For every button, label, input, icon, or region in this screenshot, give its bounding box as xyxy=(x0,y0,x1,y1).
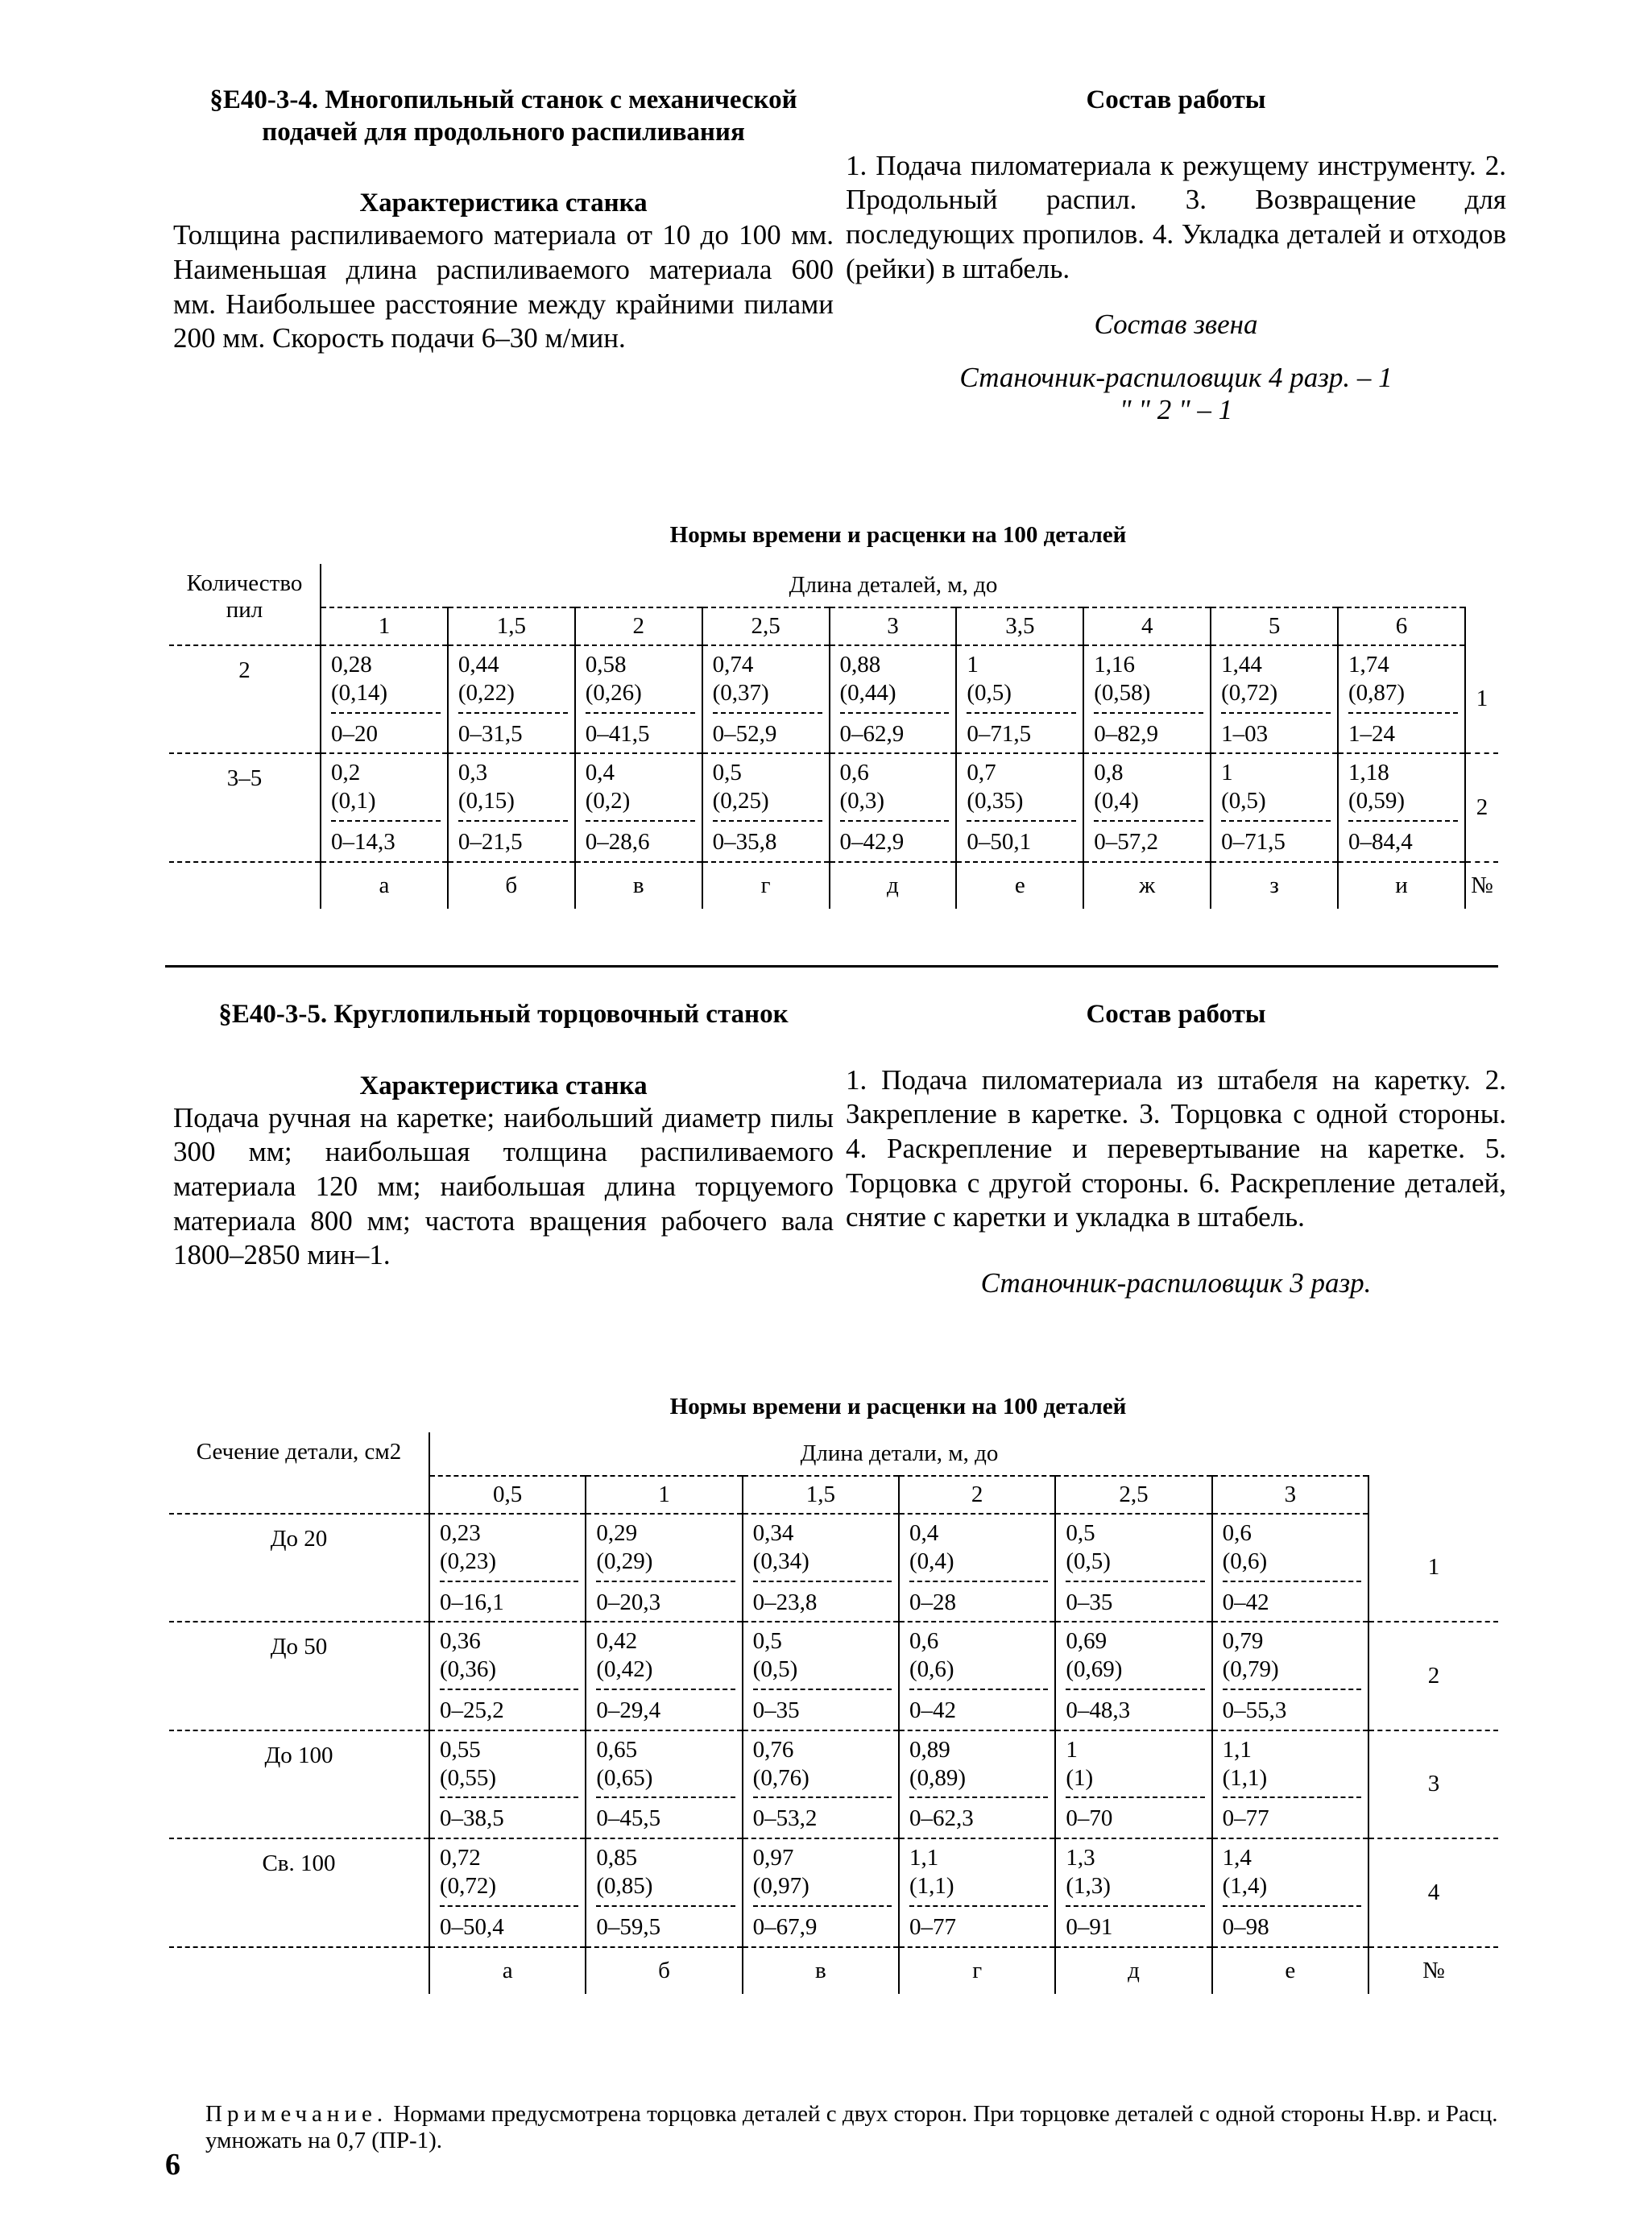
column-letter: а xyxy=(321,862,448,909)
time-norm: 0,5 xyxy=(1066,1520,1095,1546)
characteristics-text: Подача ручная на каретке; наибольший диаметр пилы 300 мм; наибольшая толщина распиливаемого материала 120 мм; наибольшая длина торцуемого материала 800 мм; частота вращения рабочего вала 1800–2850 мин–1. xyxy=(173,1101,834,1271)
column-letter: г xyxy=(899,1947,1055,1994)
time-norm-secondary: (0,79) xyxy=(1223,1656,1361,1690)
column-letter: е xyxy=(1212,1947,1368,1994)
crew-title: Состав звена xyxy=(1094,309,1258,341)
time-norm: 0,58 xyxy=(585,652,627,678)
table-cell xyxy=(1338,753,1465,861)
time-norm-secondary: (0,87) xyxy=(1348,679,1458,714)
table-body xyxy=(169,1514,1498,1947)
time-norm: 0,8 xyxy=(1094,760,1124,786)
time-norm-secondary: (0,15) xyxy=(458,787,568,822)
table-cell xyxy=(1211,753,1338,861)
time-norm-secondary: (1,1) xyxy=(1223,1764,1361,1799)
column-header: 1 xyxy=(321,607,448,645)
rate: 0–71,5 xyxy=(1221,828,1286,855)
column-header-row xyxy=(169,607,1498,645)
row-number: 1 xyxy=(1368,1514,1498,1622)
row-number: 2 xyxy=(1368,1622,1498,1730)
time-norm: 1 xyxy=(1066,1736,1078,1763)
column-header: 0,5 xyxy=(429,1476,586,1514)
table-cell xyxy=(956,645,1083,753)
table-cell xyxy=(1211,645,1338,753)
time-norm-secondary: (0,58) xyxy=(1094,679,1203,714)
time-norm: 0,89 xyxy=(909,1736,950,1763)
table-cell xyxy=(899,1514,1055,1622)
table-2-caption: Нормы времени и расценки на 100 деталей xyxy=(669,1394,1127,1419)
row-label: Св. 100 xyxy=(169,1838,429,1946)
rate: 1–03 xyxy=(1221,720,1269,747)
time-norm: 1,3 xyxy=(1066,1845,1095,1871)
norms-table-1 xyxy=(169,564,1498,909)
time-norm: 1 xyxy=(967,652,979,678)
rate: 0–62,9 xyxy=(839,720,905,747)
rate: 0–50,4 xyxy=(440,1913,504,1940)
table-cell xyxy=(586,1622,742,1730)
time-norm: 0,36 xyxy=(440,1628,481,1655)
time-norm: 0,7 xyxy=(967,760,996,786)
time-norm-secondary: (0,76) xyxy=(753,1764,892,1799)
time-norm-secondary: (0,44) xyxy=(840,679,950,714)
table-cell xyxy=(1083,753,1211,861)
table-cell xyxy=(1212,1622,1368,1730)
row-label: До 20 xyxy=(169,1514,429,1622)
time-norm-secondary: (0,85) xyxy=(596,1872,735,1907)
page-number: 6 xyxy=(165,2148,180,2182)
rate: 0–31,5 xyxy=(458,720,523,747)
crew-line-1: Станочник-распиловщик 4 разр. – 1 xyxy=(959,362,1393,394)
time-norm: 0,88 xyxy=(839,652,881,678)
rate: 0–41,5 xyxy=(585,720,650,747)
rate: 0–71,5 xyxy=(967,720,1032,747)
time-norm: 1,18 xyxy=(1348,760,1389,786)
table-cell xyxy=(1212,1514,1368,1622)
time-norm: 0,76 xyxy=(752,1736,794,1763)
table-cell xyxy=(586,1730,742,1838)
time-norm-secondary: (0,72) xyxy=(440,1872,578,1907)
rate: 0–50,1 xyxy=(967,828,1032,855)
column-letter: а xyxy=(429,1947,586,1994)
time-norm-secondary: (0,37) xyxy=(713,679,822,714)
span-header: Длина детали, м, до xyxy=(429,1432,1368,1476)
column-letter: и xyxy=(1338,862,1465,909)
table-cell xyxy=(448,645,575,753)
table-cell xyxy=(1055,1730,1211,1838)
column-header: 6 xyxy=(1338,607,1465,645)
rate: 0–55,3 xyxy=(1222,1697,1287,1723)
table-1-caption: Нормы времени и расценки на 100 деталей xyxy=(669,522,1127,548)
time-norm: 0,44 xyxy=(458,652,499,678)
column-header: 1,5 xyxy=(448,607,575,645)
time-norm-secondary: (0,6) xyxy=(909,1656,1048,1690)
time-norm: 0,5 xyxy=(752,1628,782,1655)
rate: 0–14,3 xyxy=(331,828,395,855)
time-norm: 0,28 xyxy=(331,652,372,678)
rate: 0–20,3 xyxy=(596,1589,661,1615)
work-title: Состав работы xyxy=(1086,85,1266,114)
table-cell xyxy=(575,645,702,753)
time-norm: 1,16 xyxy=(1094,652,1135,678)
time-norm-secondary: (0,22) xyxy=(458,679,568,714)
rate: 0–42,9 xyxy=(839,828,905,855)
time-norm: 1 xyxy=(1221,760,1233,786)
rate: 0–42 xyxy=(909,1697,956,1723)
column-letter: д xyxy=(830,862,957,909)
machine-description xyxy=(173,999,834,1299)
table-cell xyxy=(1212,1730,1368,1838)
time-norm: 0,55 xyxy=(440,1736,481,1763)
column-header: 2 xyxy=(575,607,702,645)
time-norm-secondary: (0,23) xyxy=(440,1548,578,1582)
time-norm: 0,85 xyxy=(596,1845,638,1871)
rate: 0–52,9 xyxy=(712,720,777,747)
time-norm-secondary: (1,1) xyxy=(909,1872,1048,1907)
time-norm-secondary: (1,4) xyxy=(1223,1872,1361,1907)
time-norm: 0,3 xyxy=(458,760,488,786)
letter-spacer xyxy=(169,862,321,909)
divider xyxy=(165,965,1498,968)
time-norm-secondary: (0,55) xyxy=(440,1764,578,1799)
row-label: До 100 xyxy=(169,1730,429,1838)
rate: 0–42 xyxy=(1222,1589,1269,1615)
table-cell xyxy=(575,753,702,861)
letter-row xyxy=(169,1947,1498,1994)
time-norm-secondary: (0,36) xyxy=(440,1656,578,1690)
table-cell xyxy=(1212,1838,1368,1946)
table-cell xyxy=(743,1622,899,1730)
table-cell xyxy=(899,1622,1055,1730)
table-cell xyxy=(956,753,1083,861)
rate: 0–29,4 xyxy=(596,1697,661,1723)
time-norm-secondary: (0,29) xyxy=(596,1548,735,1582)
note xyxy=(205,2101,1510,2155)
table-row xyxy=(169,1730,1498,1838)
rate: 0–20 xyxy=(331,720,378,747)
rate: 0–91 xyxy=(1066,1913,1113,1940)
section-e40-3-5 xyxy=(173,999,1506,1299)
time-norm: 1,1 xyxy=(909,1845,939,1871)
section-e40-3-4 xyxy=(173,85,1506,425)
time-norm-secondary: (0,5) xyxy=(1221,787,1331,822)
rate: 0–25,2 xyxy=(440,1697,504,1723)
column-header: 2,5 xyxy=(1055,1476,1211,1514)
rate: 0–84,4 xyxy=(1348,828,1413,855)
table-cell xyxy=(448,753,575,861)
time-norm-secondary: (0,1) xyxy=(331,787,441,822)
section-heading: §Е40-3-4. Многопильный станок с механической подачей для продольного распиливания xyxy=(209,85,797,147)
time-norm: 0,42 xyxy=(596,1628,638,1655)
work-text: 1. Подача пиломатериала к режущему инструменту. 2. Продольный распил. 3. Возвращение для последующих пропилов. 4. Укладка деталей и отходов (рейки) в штабель. xyxy=(846,149,1506,284)
rate: 0–28,6 xyxy=(585,828,650,855)
time-norm: 0,65 xyxy=(596,1736,638,1763)
time-norm-secondary: (0,6) xyxy=(1223,1548,1361,1582)
table-cell xyxy=(1055,1838,1211,1946)
rate: 0–77 xyxy=(909,1913,956,1940)
time-norm: 0,23 xyxy=(440,1520,481,1546)
work-composition xyxy=(846,85,1506,425)
rate: 0–35 xyxy=(1066,1589,1113,1615)
characteristics-title: Характеристика станка xyxy=(359,1071,648,1100)
rate: 0–45,5 xyxy=(596,1805,661,1832)
table-cell xyxy=(743,1730,899,1838)
number-label: № xyxy=(1422,1957,1445,1983)
number-label: № xyxy=(1471,872,1493,898)
column-header: 2,5 xyxy=(702,607,830,645)
row-number: 1 xyxy=(1465,645,1498,753)
row-header: Сечение детали, см2 xyxy=(169,1432,429,1514)
column-header: 1 xyxy=(586,1476,742,1514)
column-header: 4 xyxy=(1083,607,1211,645)
table-body xyxy=(169,645,1498,862)
table-cell xyxy=(899,1838,1055,1946)
table-cell xyxy=(702,645,830,753)
time-norm: 0,34 xyxy=(752,1520,794,1546)
time-norm-secondary: (1) xyxy=(1066,1764,1204,1799)
norms-table-2 xyxy=(169,1432,1498,1994)
characteristics-text: Толщина распиливаемого материала от 10 до 100 мм. Наименьшая длина распиливаемого материала 600 мм. Наибольшее расстояние между крайними пилами 200 мм. Скорость подачи 6–30 м/мин. xyxy=(173,219,834,354)
time-norm: 0,4 xyxy=(585,760,615,786)
time-norm-secondary: (0,69) xyxy=(1066,1656,1204,1690)
rate: 0–21,5 xyxy=(458,828,523,855)
column-header: 2 xyxy=(899,1476,1055,1514)
column-letter: е xyxy=(956,862,1083,909)
row-number: 3 xyxy=(1368,1730,1498,1838)
column-header: 3,5 xyxy=(956,607,1083,645)
rate: 0–59,5 xyxy=(596,1913,661,1940)
column-letter: в xyxy=(575,862,702,909)
rate: 0–53,2 xyxy=(752,1805,818,1832)
table-cell xyxy=(743,1838,899,1946)
time-norm-secondary: (0,42) xyxy=(596,1656,735,1690)
time-norm-secondary: (0,5) xyxy=(753,1656,892,1690)
row-number: 4 xyxy=(1368,1838,1498,1946)
table-cell xyxy=(586,1514,742,1622)
time-norm-secondary: (1,3) xyxy=(1066,1872,1204,1907)
table-cell xyxy=(429,1838,586,1946)
time-norm-secondary: (0,72) xyxy=(1221,679,1331,714)
time-norm: 0,6 xyxy=(909,1628,939,1655)
time-norm-secondary: (0,5) xyxy=(1066,1548,1204,1582)
rate: 1–24 xyxy=(1348,720,1395,747)
time-norm-secondary: (0,14) xyxy=(331,679,441,714)
characteristics-title: Характеристика станка xyxy=(359,189,648,218)
table-cell xyxy=(1338,645,1465,753)
table-row xyxy=(169,1514,1498,1622)
rate: 0–48,3 xyxy=(1066,1697,1131,1723)
column-letter: б xyxy=(448,862,575,909)
rate: 0–23,8 xyxy=(752,1589,818,1615)
column-header: 3 xyxy=(830,607,957,645)
rate: 0–98 xyxy=(1222,1913,1269,1940)
rate: 0–16,1 xyxy=(440,1589,504,1615)
section-heading: §Е40-3-5. Круглопильный торцовочный станок xyxy=(218,1000,789,1029)
time-norm: 0,6 xyxy=(839,760,869,786)
column-header: 3 xyxy=(1212,1476,1368,1514)
table-cell xyxy=(830,645,957,753)
table-cell xyxy=(586,1838,742,1946)
column-letter: з xyxy=(1211,862,1338,909)
crew-line: Станочник-распиловщик 3 разр. xyxy=(980,1267,1372,1299)
rate: 0–70 xyxy=(1066,1805,1113,1832)
crew-list xyxy=(846,362,1506,425)
table-cell xyxy=(1055,1622,1211,1730)
row-header: Количество пил xyxy=(169,564,321,645)
table-cell xyxy=(429,1730,586,1838)
rate: 0–82,9 xyxy=(1094,720,1158,747)
time-norm-secondary: (0,97) xyxy=(753,1872,892,1907)
table-cell xyxy=(1083,645,1211,753)
table-cell xyxy=(429,1514,586,1622)
table-row xyxy=(169,753,1498,861)
column-letter: в xyxy=(743,1947,899,1994)
rate: 0–67,9 xyxy=(752,1913,818,1940)
time-norm: 1,74 xyxy=(1348,652,1389,678)
table-row xyxy=(169,1622,1498,1730)
row-number: 2 xyxy=(1465,753,1498,861)
work-text: 1. Подача пиломатериала из штабеля на каретку. 2. Закрепление в каретке. 3. Торцовка с одной стороны. 4. Раскрепление и перевертывание на каретке. 5. Торцовка с другой стороны. 6. Раскрепление деталей, снятие с каретки и укладка в штабель. xyxy=(846,1063,1506,1233)
time-norm-secondary: (0,89) xyxy=(909,1764,1048,1799)
span-header: Длина деталей, м, до xyxy=(321,564,1465,607)
table-cell xyxy=(429,1622,586,1730)
column-letter: д xyxy=(1055,1947,1211,1994)
letter-row xyxy=(169,862,1498,909)
time-norm: 0,72 xyxy=(440,1845,481,1871)
time-norm: 0,79 xyxy=(1222,1628,1264,1655)
time-norm-secondary: (0,65) xyxy=(596,1764,735,1799)
time-norm-secondary: (0,4) xyxy=(1094,787,1203,822)
letter-spacer xyxy=(169,1947,429,1994)
row-label: 3–5 xyxy=(169,753,321,861)
column-header: 5 xyxy=(1211,607,1338,645)
time-norm-secondary: (0,4) xyxy=(909,1548,1048,1582)
table-cell xyxy=(321,753,448,861)
note-label: Примечание. xyxy=(205,2101,388,2127)
column-header: 1,5 xyxy=(743,1476,899,1514)
time-norm: 0,6 xyxy=(1222,1520,1252,1546)
table-cell xyxy=(899,1730,1055,1838)
table-row xyxy=(169,645,1498,753)
note-text: Нормами предусмотрена торцовка деталей с двух сторон. При торцовке деталей с одной стороны Н.вр. и Расц. умножать на 0,7 (ПР-1). xyxy=(205,2101,1498,2154)
table-cell xyxy=(743,1514,899,1622)
time-norm: 0,4 xyxy=(909,1520,939,1546)
row-label: До 50 xyxy=(169,1622,429,1730)
time-norm-secondary: (0,59) xyxy=(1348,787,1458,822)
column-letter: ж xyxy=(1083,862,1211,909)
work-title: Состав работы xyxy=(1086,1000,1266,1029)
table-cell xyxy=(830,753,957,861)
rate: 0–57,2 xyxy=(1094,828,1158,855)
rate: 0–62,3 xyxy=(909,1805,974,1832)
time-norm-secondary: (0,3) xyxy=(840,787,950,822)
time-norm-secondary: (0,26) xyxy=(586,679,695,714)
time-norm: 0,2 xyxy=(331,760,361,786)
time-norm: 0,69 xyxy=(1066,1628,1108,1655)
time-norm: 0,74 xyxy=(712,652,754,678)
time-norm-secondary: (0,5) xyxy=(967,679,1076,714)
row-label: 2 xyxy=(169,645,321,753)
column-letter: г xyxy=(702,862,830,909)
time-norm-secondary: (0,34) xyxy=(753,1548,892,1582)
time-norm: 1,44 xyxy=(1221,652,1262,678)
time-norm: 1,1 xyxy=(1222,1736,1252,1763)
time-norm: 0,97 xyxy=(752,1845,794,1871)
time-norm-secondary: (0,2) xyxy=(586,787,695,822)
table-cell xyxy=(321,645,448,753)
table-row xyxy=(169,1838,1498,1946)
column-letter: б xyxy=(586,1947,742,1994)
rate: 0–38,5 xyxy=(440,1805,504,1832)
machine-description xyxy=(173,85,834,425)
time-norm: 0,29 xyxy=(596,1520,638,1546)
rate: 0–28 xyxy=(909,1589,956,1615)
time-norm: 1,4 xyxy=(1222,1845,1252,1871)
time-norm: 0,5 xyxy=(712,760,742,786)
crew-line-2: " " 2 " – 1 xyxy=(1119,393,1233,425)
time-norm-secondary: (0,25) xyxy=(713,787,822,822)
table-cell xyxy=(1055,1514,1211,1622)
table-cell xyxy=(702,753,830,861)
rate: 0–35,8 xyxy=(712,828,777,855)
work-composition xyxy=(846,999,1506,1299)
rate: 0–35 xyxy=(752,1697,800,1723)
time-norm-secondary: (0,35) xyxy=(967,787,1076,822)
rate: 0–77 xyxy=(1222,1805,1269,1832)
